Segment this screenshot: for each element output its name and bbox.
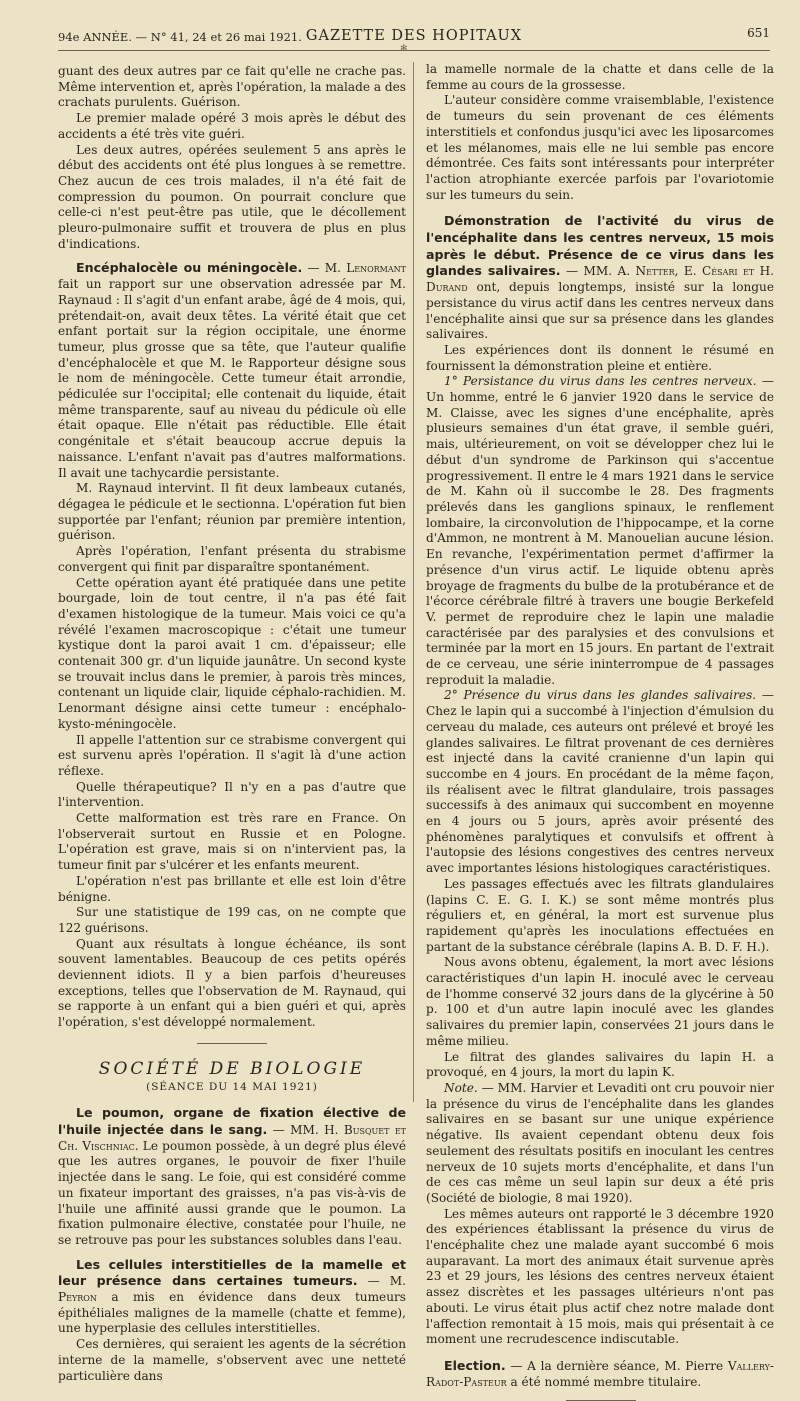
article-text: ont, depuis longtemps, insisté sur la longue persistance du virus actif dans les centres nerveux dans l'encéphalite ainsi que sur sa présence dans les glandes salivaires. <box>426 280 774 342</box>
paragraph-label: 1° Persistance du virus dans les centres nerveux. <box>444 374 757 389</box>
paragraph-label: 2° Présence du virus dans les glandes salivaires. <box>444 688 757 703</box>
author-prefix: — M. <box>302 261 347 276</box>
paragraph: L'opération n'est pas brillante et elle est loin d'être bénigne. <box>58 873 406 904</box>
paragraph <box>426 688 774 876</box>
page-header <box>58 26 770 48</box>
paragraph: Les passages effectués avec les filtrats glandulaires (lapins C. E. G. I. K.) se sont même montrés plus réguliers et, en général, la mort est survenue plus rapidement qu'après les inoculations effectuées en partant de la substance cérébrale (lapins A. B. D. F. H.). <box>426 876 774 954</box>
paragraph: Nous avons obtenu, également, la mort avec lésions caractéristiques d'un lapin H. inoculé avec le cerveau de l'homme conservé 32 jours dans de la glycérine à 50 p. 100 et d'un autre lapin inoculé avec les glandes salivaires du premier lapin, conservées 21 jours dans le même milieu. <box>426 955 774 1048</box>
paragraph: L'auteur considère comme vraisemblable, l'existence de tumeurs du sein provenant de ces éléments interstitiels et confondus jusqu'ici avec les liposarcomes et les mélanomes, mais elle ne lui semble pas encore démontrée. Ces faits sont intéressants pour interpréter l'action atrophiante exercée parfois par l'ovariotomie sur les tumeurs du sein. <box>426 93 774 202</box>
paragraph: Cette malformation est très rare en France. On l'observerait surtout en Russie et en Pologne. L'opération est grave, mais si on n'intervient pas, la tumeur finit par s'ulcérer et les enfants meurent. <box>58 811 406 873</box>
article-poumon <box>58 1105 406 1248</box>
society-heading: SOCIÉTÉ DE BIOLOGIE <box>98 1058 366 1079</box>
paragraph: Cette opération ayant été pratiquée dans une petite bourgade, loin de tout centre, il n'a pas été fait d'examen histologique de la tumeur. Mais voici ce qu'a révélé l'examen macroscopique : c'était une tumeur kystique dont la paroi avait 1 cm. d'épaisseur; elle contenait 300 gr. d'un liquide jaunâtre. Un second kyste se trouvait inclus dans le premier, à parois très minces, contenant un liquide clair, liquide céphalo-rachidien. M. Lenormant désigne ainsi cette tumeur : encéphalo-kysto-méningocèle. <box>58 575 406 731</box>
article-title: Le poumon, organe de fixation élective de l'huile injectée dans le sang. <box>58 1105 406 1137</box>
article-title: Encéphalocèle ou méningocèle. <box>76 260 303 276</box>
paragraph-text: — Chez le lapin qui a succombé à l'injection d'émulsion du cerveau du malade, ces auteurs ont prélevé et broyé les glandes salivaires. Le filtrat provenant de ces dernières est injecté dans la cavité cranienne d'un lapin qui succombe en 4 jours. En procédant de la même façon, ils réalisent avec le filtrat glandulaire, trois passages successifs à des animaux qui succombent en moyenne en 4 jours ou 5 jours, après avoir présenté des phénomènes paralytiques et convulsifs et offrent à l'autopsie des lésions congestives des centres nerveux avec importantes lésions histologiques caractéristiques. <box>426 688 774 876</box>
article-title: Démonstration de l'activité du virus de l'encéphalite dans les centres nerveux, 15 mois après le début. Présence de ce virus dans les glandes salivaires. <box>426 213 774 279</box>
member-name: Vallery-Radot-Pasteur <box>426 1358 774 1389</box>
article-text: a mis en évidence dans deux tumeurs épithéliales malignes de la mamelle (chatte et femme), une hyperplasie des cellules interstitielles. <box>58 1290 406 1336</box>
article-election <box>426 1358 774 1390</box>
article-text: fait un rapport sur une observation adressée par M. Raynaud : Il s'agit d'un enfant arabe, âgé de 4 mois, qui, prétendait-on, avait deux têtes. La vérité était que cet enfant portait sur la région occipitale, une énorme tumeur, plus grosse que sa tête, que l'auteur qualifie d'encéphalocèle et que M. le Rapporteur désigne sous le nom de méningocèle. Cette tumeur était arrondie, pédiculée sur l'occipital; elle contenait du liquide, était même transparente, sauf au niveau du pédicule où elle était opaque. Elle n'était pas réductible. Elle était congénitale et s'était beaucoup accrue depuis la naissance. L'enfant n'avait pas d'autres malformations. Il avait une tachycardie persistante. <box>58 277 406 480</box>
author-name: Netter, E. Césari et H. Durand <box>426 264 774 295</box>
note-text: — MM. Harvier et Levaditi ont cru pouvoir nier la présence du virus de l'encéphalite dans les glandes salivaires en se basant sur une unique expérience négative. Ils avaient cependant obtenu deux fois seulement des résultats positifs en inoculant les centres nerveux de 10 sujets morts d'encéphalite, et dans l'un de ces cas même un seul lapin sur deux a été pris (Société de biologie, 8 mai 1920). <box>426 1081 774 1205</box>
author-name: Lenormant <box>346 261 406 276</box>
paragraph: Les mêmes auteurs ont rapporté le 3 décembre 1920 des expériences établissant la présence du virus de l'encéphalite chez une malade ayant succombé 6 mois auparavant. La mort des animaux était survenue après 23 et 29 jours, les lésions des centres nerveux étaient assez discrètes et les passages ultérieurs n'ont pas abouti. Le virus était plus actif chez notre malade dont l'affection remontait à 15 mois, mais qui présentait à ce moment une recrudescence indiscutable. <box>426 1206 774 1347</box>
paragraph: Il appelle l'attention sur ce strabisme convergent qui est survenu après l'opération. Il s'agit là d'une action réflexe. <box>58 732 406 778</box>
note-paragraph <box>426 1081 774 1207</box>
article-text: a été nommé membre titulaire. <box>506 1374 702 1389</box>
paragraph: Le filtrat des glandes salivaires du lapin H. a provoqué, en 4 jours, la mort du lapin K. <box>426 1049 774 1080</box>
author-name: Busquet et Ch. Vischniac <box>58 1123 406 1153</box>
paragraph: Les expériences dont ils donnent le résumé en fournissent la démonstration pleine et entière. <box>426 342 774 373</box>
paragraph: Quelle thérapeutique? Il n'y en a pas d'autre que l'intervention. <box>58 779 406 810</box>
author-prefix: — MM. A. <box>560 264 636 279</box>
author-prefix: — MM. H. <box>267 1123 344 1137</box>
author-prefix: — M. <box>357 1274 406 1289</box>
header-ornament-icon: ✻ <box>400 44 408 54</box>
page-number: 651 <box>747 26 770 40</box>
article-demonstration <box>426 213 774 343</box>
article-cellules <box>58 1257 406 1338</box>
article-title: Les cellules interstitielles de la mamelle et leur présence dans certaines tumeurs. <box>58 1256 406 1289</box>
paragraph: la mamelle normale de la chatte et dans celle de la femme au cours de la grossesse. <box>426 62 774 92</box>
note-label: Note. <box>444 1081 478 1095</box>
paragraph: Le premier malade opéré 3 mois après le début des accidents a été très vite guéri. <box>58 111 406 141</box>
paragraph: guant des deux autres par ce fait qu'elle ne crache pas. Même intervention et, après l'opération, la malade a des crachats purulents. Guérison. <box>58 64 406 110</box>
paragraph: Ces dernières, qui seraient les agents de la sécrétion interne de la mamelle, s'observent avec une netteté particulière dans <box>58 1337 406 1383</box>
paragraph: Quant aux résultats à longue échéance, ils sont souvent lamentables. Beaucoup de ces petits opérés deviennent idiots. Il y a bien parfois d'heureuses exceptions, telles que l'observation de M. Raynaud, qui se rapporte à un enfant qui a bien guéri et qui, après l'opération, s'est développé normalement. <box>58 936 406 1030</box>
issue-line: 94e ANNÉE. — N° 41, 24 et 26 mai 1921. <box>58 30 302 44</box>
paragraph: Après l'opération, l'enfant présenta du strabisme convergent qui finit par disparaître spontanément. <box>58 544 406 574</box>
column-divider <box>413 62 414 1102</box>
left-column <box>58 64 406 1384</box>
paragraph: Sur une statistique de 199 cas, on ne compte que 122 guérisons. <box>58 905 406 935</box>
article-text: . Le poumon possède, à un degré plus élevé que les autres organes, le pouvoir de fixer l'huile injectée dans le sang. Le foie, qui est considéré comme un fixateur important des graisses, n'a pas vis-à-vis de l'huile une affinité aussi grande que le poumon. La fixation pulmonaire élective, constatée pour l'huile, ne se retrouve pas pour les substances solubles dans l'eau. <box>58 1138 406 1247</box>
author-name: Peyron <box>58 1290 97 1305</box>
header-rule <box>58 50 770 51</box>
paragraph <box>426 374 774 688</box>
article-encephalocele <box>58 260 406 481</box>
section-rule <box>197 1043 267 1044</box>
article-title: Election. <box>444 1357 506 1373</box>
paragraph: M. Raynaud intervint. Il fit deux lambeaux cutanés, dégagea le pédicule et le sectionna. L'opération fut bien supportée par l'enfant; réunion par première intention, guérison. <box>58 481 406 543</box>
article-text: — A la dernière séance, M. Pierre <box>505 1358 728 1373</box>
journal-title: GAZETTE DES HOPITAUX <box>305 28 523 44</box>
paragraph: Les deux autres, opérées seulement 5 ans après le début des accidents ont été plus longues à se remettre. Chez aucun de ces trois malades, il n'a été fait de compression du poumon. On pourrait conclure que celle-ci n'est peut-être pas utile, que le décollement pleuro-pulmonaire suffit et trouvera de plus en plus d'indications. <box>58 142 406 251</box>
paragraph-text: — Un homme, entré le 6 janvier 1920 dans le service de M. Claisse, avec les signes d'une encéphalite, après plusieurs semaines d'un état grave, il semble guéri, mais, ultérieurement, on voit se développer chez lui le début d'un syndrome de Parkinson qui s'accentue progressivement. Il entre le 4 mars 1921 dans le service de M. Kahn où il succombe le 28. Des fragments prélevés dans les ganglions spinaux, le renflement lombaire, la circonvolution de l'hippocampe, et la corne d'Ammon, ne montrent à M. Manouelian aucune lésion. En revanche, l'expérimentation permet d'affirmer la présence d'un virus actif. Le liquide obtenu après broyage de fragments du bulbe de la protubérance et de l'écorce cérébrale filtré à travers une bougie Berkefeld V. permet de reproduire chez le lapin une maladie caractérisée par des paralysies et des convulsions et terminée par la mort en 15 jours. En partant de l'extrait de ce cerveau, une série ininterrompue de 4 passages reproduit la maladie. <box>426 374 774 687</box>
right-column <box>426 62 774 1401</box>
session-date: (SÉANCE DU 14 MAI 1921) <box>146 1080 318 1093</box>
